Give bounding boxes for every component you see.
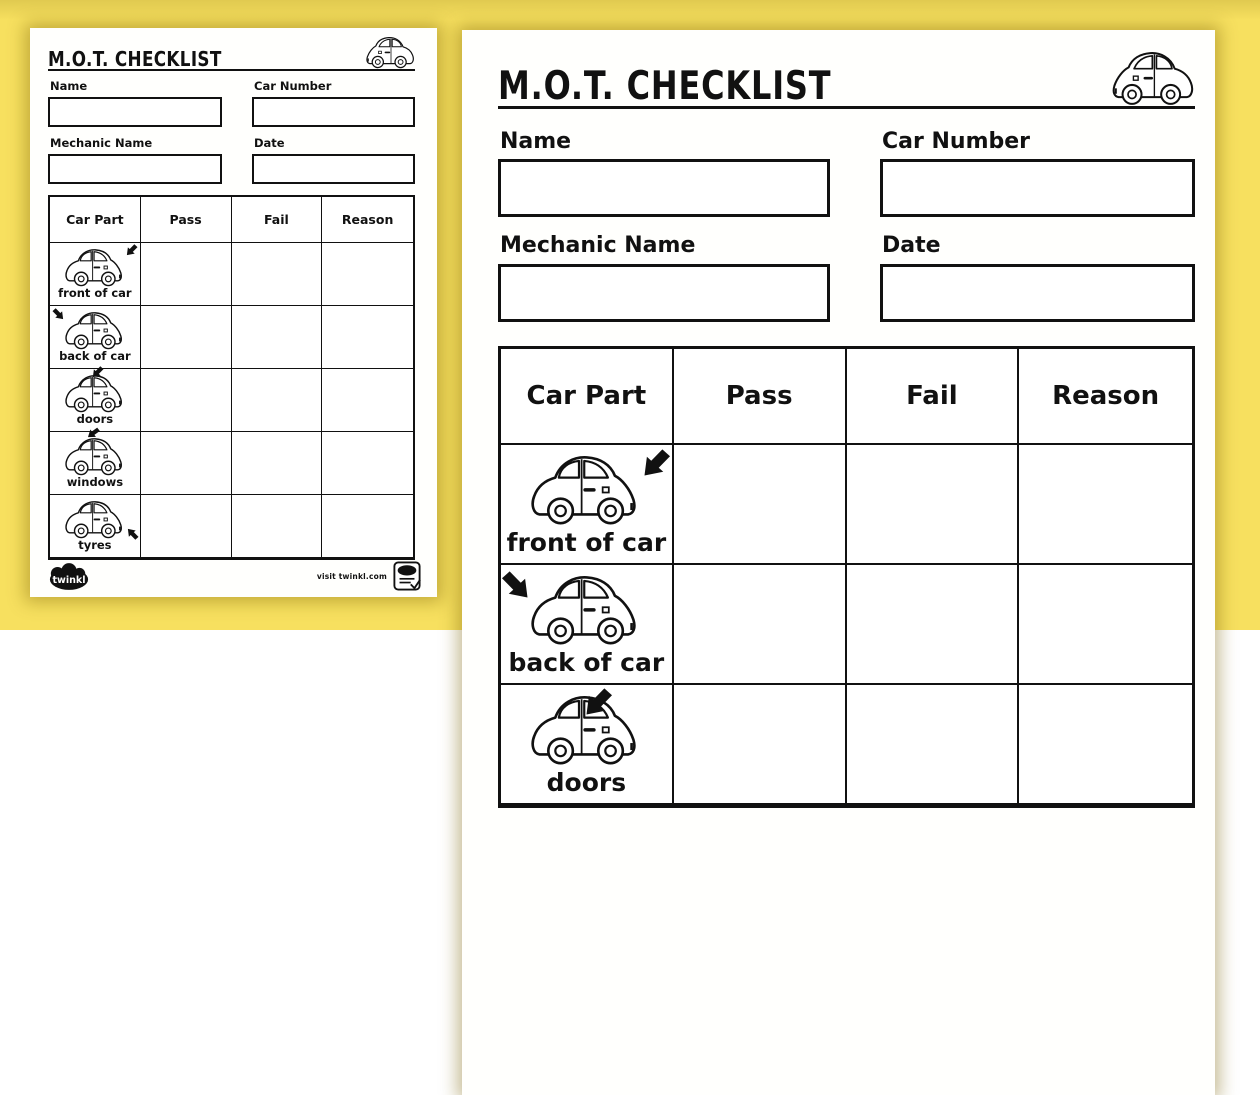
date-field[interactable]: [880, 264, 1195, 322]
checklist-table: [48, 195, 415, 560]
checklist-table: [498, 346, 1195, 808]
fields-column-left: [48, 80, 222, 184]
fields-column-right: [252, 80, 415, 184]
name-field[interactable]: [498, 159, 830, 217]
fail-cell[interactable]: [847, 685, 1020, 805]
fail-cell[interactable]: [232, 306, 323, 369]
car-part-front-of-car: [501, 445, 674, 565]
header-fail: Fail: [232, 197, 323, 243]
car-icon: [363, 35, 415, 69]
header-reason: Reason: [322, 197, 413, 243]
car-illustration: [64, 373, 126, 413]
car-number-field[interactable]: [252, 97, 415, 127]
car-illustration: [529, 452, 643, 526]
pass-cell[interactable]: [674, 565, 847, 685]
fail-cell[interactable]: [232, 432, 323, 495]
fail-cell[interactable]: [232, 369, 323, 432]
arrow-icon: [86, 424, 103, 441]
car-icon: [64, 499, 126, 539]
car-part-label: back of car: [508, 647, 665, 677]
reason-cell[interactable]: [322, 306, 413, 369]
pass-cell[interactable]: [141, 495, 232, 558]
arrow-icon: [640, 444, 676, 480]
name-field[interactable]: [48, 97, 222, 127]
quality-stamp-icon: [393, 561, 421, 591]
worksheet-page-thumbnail: [30, 28, 437, 597]
arrow-icon: [582, 683, 618, 719]
car-icon: [64, 436, 126, 476]
fail-cell[interactable]: [847, 445, 1020, 565]
car-part-back-of-car: [501, 565, 674, 685]
reason-cell[interactable]: [1019, 685, 1192, 805]
date-label: Date: [254, 135, 285, 150]
car-part-windows: [50, 432, 141, 495]
car-icon: [529, 452, 643, 526]
arrow-icon: [50, 306, 65, 321]
reason-cell[interactable]: [322, 369, 413, 432]
car-icon: [64, 310, 126, 350]
footer-right: [317, 561, 421, 591]
pass-cell[interactable]: [141, 243, 232, 306]
pass-cell[interactable]: [141, 432, 232, 495]
fail-cell[interactable]: [847, 565, 1020, 685]
mechanic-name-field[interactable]: [48, 154, 222, 184]
visit-twinkl-text: visit twinkl.com: [316, 571, 387, 581]
page-title: M.O.T. CHECKLIST: [498, 64, 832, 109]
reason-cell[interactable]: [1019, 565, 1192, 685]
date-field[interactable]: [252, 154, 415, 184]
header-fail: Fail: [847, 349, 1020, 445]
header-car-part: Car Part: [501, 349, 674, 445]
car-part-doors: [501, 685, 674, 805]
mechanic-name-label: Mechanic Name: [500, 233, 696, 259]
fields-column-right: [880, 129, 1195, 322]
car-part-front-of-car: [50, 243, 141, 306]
car-number-label: Car Number: [254, 79, 332, 93]
header-reason: Reason: [1019, 349, 1192, 445]
date-label: Date: [882, 233, 941, 259]
arrow-icon: [91, 364, 106, 379]
car-number-field[interactable]: [880, 159, 1195, 217]
car-part-label: front of car: [506, 527, 667, 557]
fields-section: [498, 129, 1195, 322]
pass-cell[interactable]: [141, 369, 232, 432]
car-part-label: doors: [76, 412, 114, 427]
header-car-part: Car Part: [50, 197, 141, 243]
page-footer: [48, 561, 421, 591]
car-part-doors: [50, 369, 141, 432]
car-part-label: back of car: [59, 349, 131, 364]
car-illustration: [529, 692, 643, 766]
fail-cell[interactable]: [232, 495, 323, 558]
car-number-label: Car Number: [882, 129, 1031, 154]
title-row: [48, 39, 415, 71]
twinkl-cloud-logo: [48, 562, 90, 591]
car-part-tyres: [50, 495, 141, 558]
car-illustration: [64, 247, 126, 287]
name-label: Name: [500, 129, 572, 154]
fail-cell[interactable]: [232, 243, 323, 306]
fields-column-left: [498, 129, 830, 322]
car-icon: [64, 373, 126, 413]
car-part-label: front of car: [58, 286, 132, 301]
reason-cell[interactable]: [322, 243, 413, 306]
arrow-icon: [126, 527, 141, 542]
pass-cell[interactable]: [141, 306, 232, 369]
car-part-label: windows: [66, 475, 124, 490]
car-icon: [529, 572, 643, 646]
header-pass: Pass: [674, 349, 847, 445]
name-label: Name: [50, 79, 88, 93]
car-icon: [64, 247, 126, 287]
mechanic-name-field[interactable]: [498, 264, 830, 322]
reason-cell[interactable]: [1019, 445, 1192, 565]
reason-cell[interactable]: [322, 495, 413, 558]
arrow-icon: [496, 566, 532, 602]
page-title: M.O.T. CHECKLIST: [48, 47, 222, 71]
fields-section: [48, 80, 415, 184]
car-illustration: [64, 436, 126, 476]
car-icon: [1107, 49, 1195, 106]
pass-cell[interactable]: [674, 445, 847, 565]
car-illustration: [64, 310, 126, 350]
car-part-label: doors: [546, 767, 627, 797]
car-part-back-of-car: [50, 306, 141, 369]
car-illustration: [64, 499, 126, 539]
car-part-label: tyres: [78, 538, 112, 553]
worksheet-page-zoomed: [462, 30, 1215, 1095]
twinkl-logo-text: twinkl: [52, 574, 86, 586]
mechanic-name-label: Mechanic Name: [50, 135, 153, 150]
reason-cell[interactable]: [322, 432, 413, 495]
car-illustration: [529, 572, 643, 646]
title-row: [498, 50, 1195, 109]
pass-cell[interactable]: [674, 685, 847, 805]
arrow-icon: [125, 242, 140, 257]
header-pass: Pass: [141, 197, 232, 243]
